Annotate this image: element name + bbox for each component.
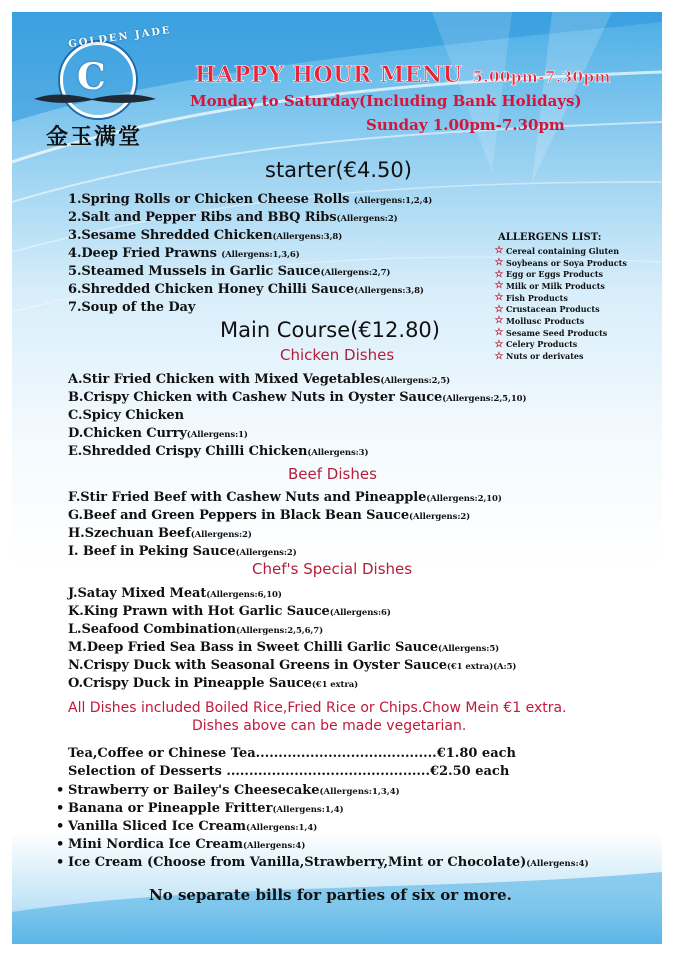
dessert-item: • Strawberry or Bailey's Cheesecake(Allergens:1,3,4) [56,783,400,798]
main-course-heading: Main Course(€12.80) [220,318,440,342]
list-item: 6.Shredded Chicken Honey Chilli Sauce(Allergens:3,8) [68,282,424,297]
logo-wings-icon [32,92,158,106]
beef-dishes-heading: Beef Dishes [288,465,377,483]
footer-note: No separate bills for parties of six or more. [149,886,512,904]
star-icon: ☆ [494,268,504,280]
star-icon: ☆ [494,303,504,315]
list-item: 4.Deep Fried Prawns (Allergens:1,3,6) [68,246,300,261]
rice-note: All Dishes included Boiled Rice,Fried Rice or Chips.Chow Mein €1 extra. [68,700,567,716]
star-icon: ☆ [494,350,504,362]
allergen-item: ☆ Sesame Seed Products [492,327,652,339]
logo-letter: C [77,56,106,98]
list-item: 2.Salt and Pepper Ribs and BBQ Ribs(Allergens:2) [68,210,398,225]
star-icon: ☆ [494,338,504,350]
logo-english-name: GOLDEN JADE [67,24,173,51]
chefs-special-heading: Chef's Special Dishes [252,560,413,578]
dessert-item: • Vanilla Sliced Ice Cream(Allergens:1,4) [56,819,318,834]
list-item: B.Crispy Chicken with Cashew Nuts in Oyster Sauce(Allergens:2,5,10) [68,390,527,405]
list-item: G.Beef and Green Peppers in Black Bean Sauce(Allergens:2) [68,508,471,523]
chicken-dishes-heading: Chicken Dishes [280,346,395,364]
golden-jade-logo [32,24,182,156]
title-text: HAPPY HOUR MENU [195,62,463,88]
list-item: J.Satay Mixed Meat(Allergens:6,10) [68,586,282,601]
allergens-list [492,232,652,362]
list-item: I. Beef in Peking Sauce(Allergens:2) [68,544,297,559]
menu-sheet [12,12,662,944]
list-item: D.Chicken Curry(Allergens:1) [68,426,248,441]
allergen-item: ☆ Crustacean Products [492,303,652,315]
star-icon: ☆ [494,327,504,339]
allergen-item: ☆ Celery Products [492,339,652,351]
weekday-hours: Monday to Saturday(Including Bank Holidays) [190,92,582,110]
title-time: 5.00pm-7.30pm [472,68,611,86]
star-icon: ☆ [494,280,504,292]
list-item: C.Spicy Chicken [68,408,184,423]
allergen-item: ☆ Cereal containing Gluten [492,245,652,257]
star-icon: ☆ [494,245,504,257]
sunday-hours: Sunday 1.00pm-7.30pm [366,116,565,134]
list-item: O.Crispy Duck in Pineapple Sauce(€1 extra) [68,676,359,691]
list-item: F.Stir Fried Beef with Cashew Nuts and Pineapple(Allergens:2,10) [68,490,502,505]
list-item: 3.Sesame Shredded Chicken(Allergens:3,8) [68,228,343,243]
dessert-item: • Mini Nordica Ice Cream(Allergens:4) [56,837,306,852]
list-item: M.Deep Fried Sea Bass in Sweet Chilli Garlic Sauce(Allergens:5) [68,640,500,655]
allergen-item: ☆ Fish Products [492,292,652,304]
allergen-item: ☆ Nuts or derivates [492,350,652,362]
allergen-item: ☆ Soybeans or Soya Products [492,257,652,269]
logo-chinese-name: 金玉满堂 [46,125,143,150]
allergen-item: ☆ Milk or Milk Products [492,280,652,292]
happy-hour-title [195,62,611,88]
vegetarian-note: Dishes above can be made vegetarian. [192,718,467,734]
list-item: A.Stir Fried Chicken with Mixed Vegetables(Allergens:2,5) [68,372,451,387]
dessert-item: • Ice Cream (Choose from Vanilla,Strawberry,Mint or Chocolate)(Allergens:4) [56,855,589,870]
list-item: L.Seafood Combination(Allergens:2,5,6,7) [68,622,324,637]
list-item: 5.Steamed Mussels in Garlic Sauce(Allergens:2,7) [68,264,391,279]
list-item: K.King Prawn with Hot Garlic Sauce(Allergens:6) [68,604,391,619]
desserts-price-row: Selection of Desserts .............................................€2.50 each [68,764,510,779]
star-icon: ☆ [494,315,504,327]
list-item: 7.Soup of the Day [68,300,196,315]
list-item: H.Szechuan Beef(Allergens:2) [68,526,252,541]
dessert-item: • Banana or Pineapple Fritter(Allergens:1,4) [56,801,344,816]
starter-heading: starter(€4.50) [265,158,412,182]
list-item: N.Crispy Duck with Seasonal Greens in Oyster Sauce(€1 extra)(A:5) [68,658,517,673]
list-item: 1.Spring Rolls or Chicken Cheese Rolls (Allergens:1,2,4) [68,192,433,207]
allergen-item: ☆ Mollusc Products [492,315,652,327]
list-item: E.Shredded Crispy Chilli Chicken(Allergens:3) [68,444,369,459]
allergens-heading: ALLERGENS LIST: [498,232,602,243]
allergen-item: ☆ Egg or Eggs Products [492,268,652,280]
star-icon: ☆ [494,257,504,269]
star-icon: ☆ [494,292,504,304]
drinks-price-row: Tea,Coffee or Chinese Tea........................................€1.80 each [68,746,516,761]
